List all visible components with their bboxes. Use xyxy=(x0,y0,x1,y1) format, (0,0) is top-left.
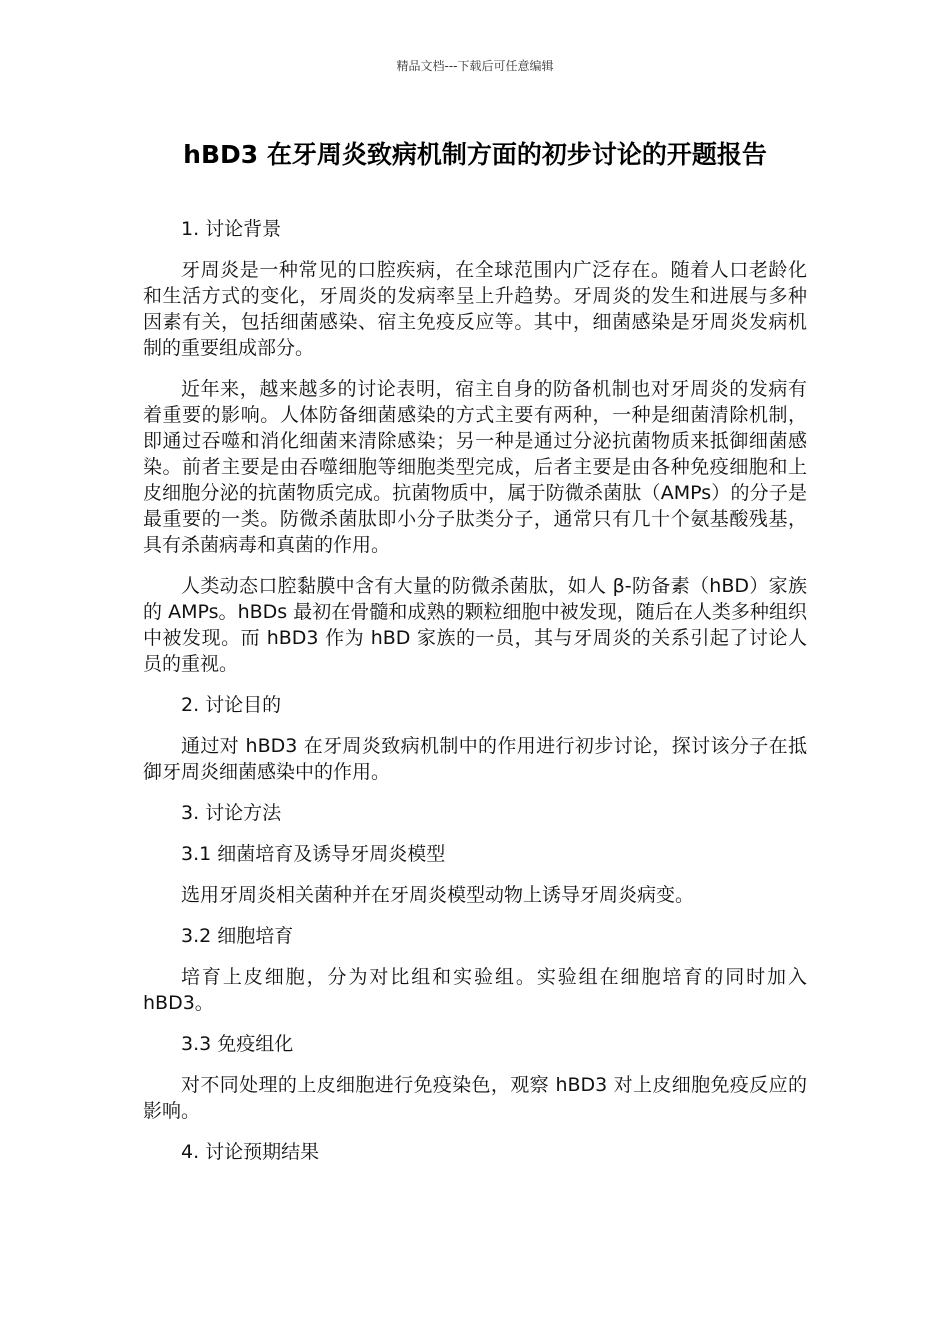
subsection-heading-cell-culture: 3.2 细胞培育 xyxy=(181,925,294,947)
header-note: 精品文档---下载后可任意编辑 xyxy=(396,59,554,73)
subsection-heading-immunohistochemistry: 3.3 免疫组化 xyxy=(181,1033,294,1055)
paragraph-purpose: 通过对 hBD3 在牙周炎致病机制中的作用进行初步讨论，探讨该分子在抵御牙周炎细菌感染中的作用。 xyxy=(143,735,807,783)
document-title: hBD3 在牙周炎致病机制方面的初步讨论的开题报告 xyxy=(183,140,767,169)
section-heading-background: 1. 讨论背景 xyxy=(181,218,282,240)
section-heading-expected-results: 4. 讨论预期结果 xyxy=(181,1141,320,1163)
paragraph-background-3: 人类动态口腔黏膜中含有大量的防微杀菌肽，如人 β-防备素（hBD）家族的 AMPs。hBDs 最初在骨髓和成熟的颗粒细胞中被发现，随后在人类多种组织中被发现。而 hBD3 作为 hBD 家族的一员，其与牙周炎的关系引起了讨论人员的重视。 xyxy=(143,575,807,675)
subsection-heading-bacteria-culture: 3.1 细菌培育及诱导牙周炎模型 xyxy=(181,843,446,865)
paragraph-bacteria-culture: 选用牙周炎相关菌种并在牙周炎模型动物上诱导牙周炎病变。 xyxy=(181,884,695,906)
section-heading-purpose: 2. 讨论目的 xyxy=(181,694,282,716)
document-body xyxy=(143,216,807,1180)
section-heading-methods: 3. 讨论方法 xyxy=(181,802,282,824)
paragraph-background-2: 近年来，越来越多的讨论表明，宿主自身的防备机制也对牙周炎的发病有着重要的影响。人体防备细菌感染的方式主要有两种，一种是细菌清除机制，即通过吞噬和消化细菌来清除感染；另一种是通过分泌抗菌物质来抵御细菌感染。前者主要是由吞噬细胞等细胞类型完成，后者主要是由各种免疫细胞和上皮细胞分泌的抗菌物质完成。抗菌物质中，属于防微杀菌肽（AMPs）的分子是最重要的一类。防微杀菌肽即小分子肽类分子，通常只有几十个氨基酸残基，具有杀菌病毒和真菌的作用。 xyxy=(143,378,807,556)
paragraph-immunohistochemistry: 对不同处理的上皮细胞进行免疫染色，观察 hBD3 对上皮细胞免疫反应的影响。 xyxy=(143,1074,807,1122)
paragraph-cell-culture: 培育上皮细胞，分为对比组和实验组。实验组在细胞培育的同时加入 hBD3。 xyxy=(143,966,807,1014)
paragraph-background-1: 牙周炎是一种常见的口腔疾病，在全球范围内广泛存在。随着人口老龄化和生活方式的变化，牙周炎的发病率呈上升趋势。牙周炎的发生和进展与多种因素有关，包括细菌感染、宿主免疫反应等。其中，细菌感染是牙周炎发病机制的重要组成部分。 xyxy=(143,259,807,359)
